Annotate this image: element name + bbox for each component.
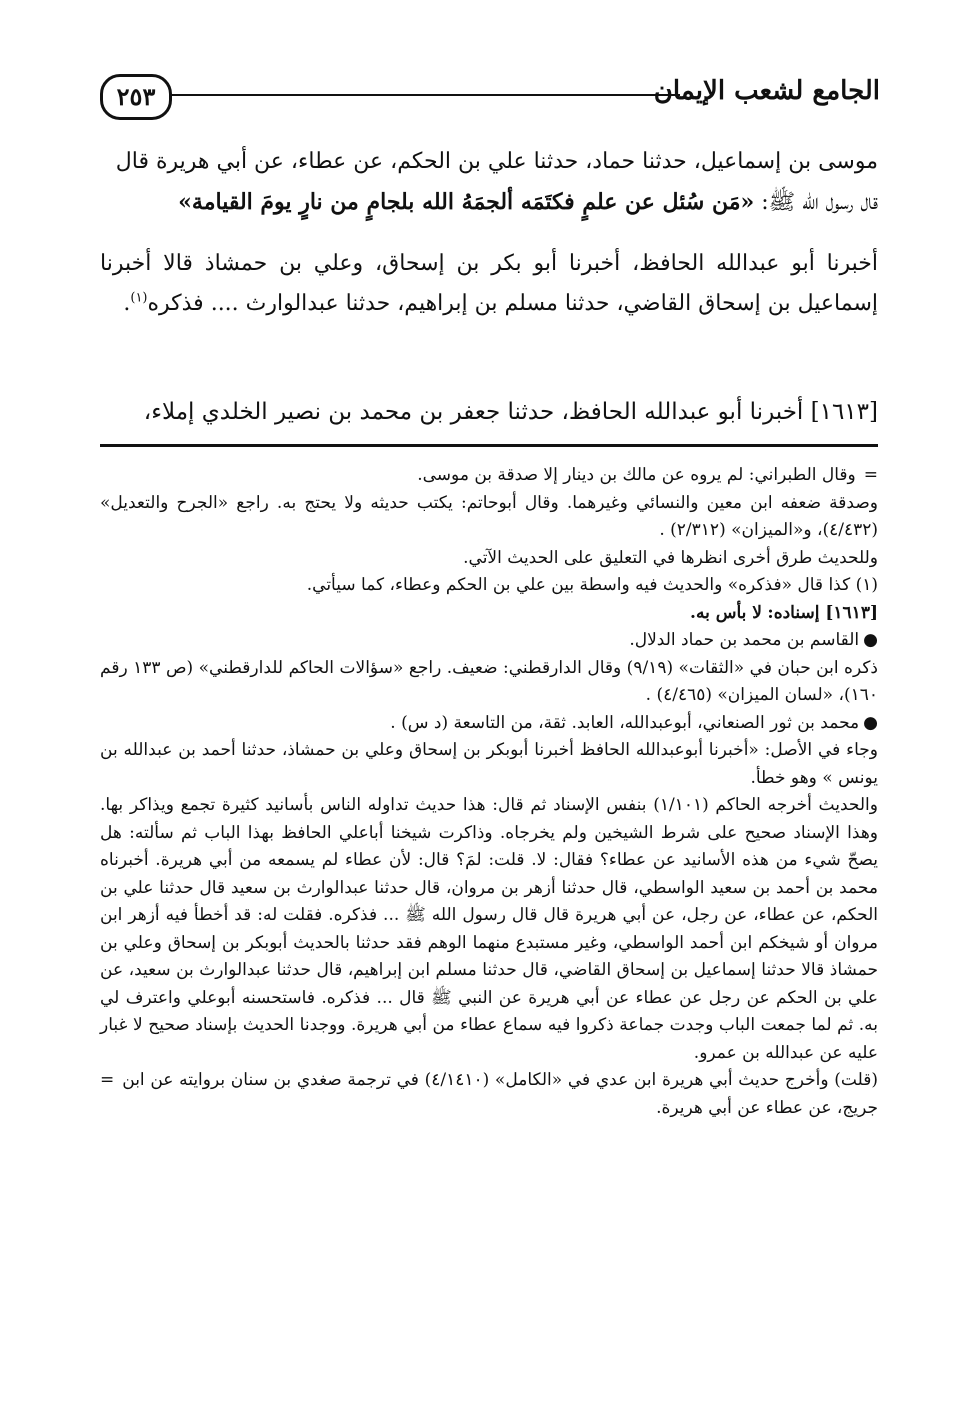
- note-line: وجاء في الأصل: «أخبرنا أبوعبدالله الحافظ أخبرنا أبوبكر بن إسحاق وعلي بن حمشاذ، حدثنا أحمد بن عبدالله بن يونس » وهو خطأ.: [100, 740, 878, 788]
- narrator-entry: ●القاسم بن محمد بن حماد الدلال.: [629, 630, 878, 650]
- isnad-label: [١٦١٣] إسناده:: [767, 602, 878, 623]
- running-header: [100, 66, 880, 126]
- footnote-1: (١) كذا قال «فذكره» والحديث فيه واسطة بين علي بن الحكم وعطاء، كما سيأتي.: [306, 575, 878, 595]
- note-line: ذكره ابن حبان في «الثقات» (٩/١٩) وقال الدارقطني: ضعيف. راجع «سؤالات الحاكم للدارقطني» (ص ١٣٣ رقم ١٦٠)، «لسان الميزان» (٤/٤٦٥) .: [100, 657, 878, 705]
- note-line: = (قلت) وأخرج حديث أبي هريرة ابن عدي في «الكامل» (٤/١٤١٠) في ترجمة صغدي بن سنان بروايته عن ابن جريج، عن عطاء عن أبي هريرة.: [100, 1067, 878, 1122]
- hadith-text: «مَن سُئل عن علمٍ فكتَمَه ألجمَهُ الله بلجامٍ من نارٍ يومَ القيامة»: [178, 189, 755, 215]
- main-paragraph-1: [100, 142, 878, 223]
- footnote-ref: (١): [130, 290, 148, 306]
- footnotes-divider: [100, 444, 878, 447]
- main-paragraph-2: [100, 244, 878, 324]
- p1-line2-prefix: قال رسول الله ﷺ:: [761, 190, 878, 215]
- isnad-note: [100, 600, 878, 628]
- note-line: = وقال الطبراني: لم يروه عن مالك بن دينار إلا صدقة بن موسى.: [100, 462, 878, 490]
- note-line: والحديث أخرجه الحاكم (١/١٠١) بنفس الإسناد ثم قال: هذا حديث تداوله الناس بأسانيد كثيرة تجمع ويذاكر بها. وهذا الإسناد صحيح على شرط الشيخين ولم يخرجاه. وذاكرت شيخنا أباعلي الحافظ بهذا الباب ثم سألته: هل يصحّ شيء من هذه الأسانيد عن عطاء؟ فقال: لا. قلت: لمَ؟ قال: لأن عطاء لم يسمعه من أبي هريرة. أخبرناه محمد بن أحمد بن سعيد الواسطي، قال حدثنا أزهر بن مروان، قال حدثنا عبدالوارث بن سعيد قال حدثنا علي بن الحكم، عن عطاء، عن رجل، عن أبي هريرة قال قال رسول الله ﷺ ... فذكره. فقلت له: قد أخطأ فيه أزهر ابن مروان أو شيخكم ابن أحمد الواسطي، وغير مستبدع منهما الوهم فقد حدثنا بالحديث أبوبكر بن إسحاق وعلي بن حمشاذ قالا حدثنا إسماعيل بن إسحاق القاضي، قال حدثنا مسلم ابن إبراهيم، قال حدثنا عبدالوارث بن سعيد، عن علي بن الحكم عن رجل عن عطاء عن أبي هريرة عن النبي ﷺ قال ... فذكره. فاستحسنه أبوعلي واعترف لي به. ثم لما جمعت الباب وجدت جماعة ذكروا فيه سماع عطاء من أبي هريرة. ووجدنا الحديث بإسناد صحيح لا غبار عليه عن عبدالله بن عمرو.: [100, 795, 878, 1063]
- continuation-mark: =: [100, 1070, 115, 1090]
- p2-text: أخبرنا أبو عبدالله الحافظ، أخبرنا أبو بكر بن إسحاق، وعلي بن حمشاذ قالا أخبرنا إسماعيل بن إسحاق القاضي، حدثنا مسلم بن إبراهيم، حدثنا عبدالوارث .... فذكره: [100, 251, 878, 316]
- page-number: ٢٥٣: [100, 74, 172, 120]
- narrator-entry: ●محمد بن ثور الصنعاني، أبوعبدالله، العابد. ثقة، من التاسعة (د س) .: [390, 712, 878, 733]
- hadith-1613-opening: [١٦١٣] أخبرنا أبو عبدالله الحافظ، حدثنا جعفر بن محمد بن نصير الخلدي إملاء،: [143, 399, 878, 425]
- book-title: الجامع لشعب الإيمان: [653, 76, 880, 106]
- p2-end: .: [123, 291, 131, 316]
- footnotes: [100, 462, 878, 1122]
- p1-line1: موسى بن إسماعيل، حدثنا حماد، حدثنا علي بن الحكم، عن عطاء، عن أبي هريرة قال: [115, 149, 878, 174]
- bullet-icon: ●: [863, 712, 878, 733]
- note-line: وصدقة ضعفه ابن معين والنسائي وغيرهما. وقال أبوحاتم: يكتب حديثه ولا يحتج به. راجع «الجرح والتعديل» (٤/٤٣٢)، و«الميزان» (٢/٣١٢) .: [100, 492, 878, 540]
- bullet-icon: ●: [863, 630, 878, 650]
- header-rule: [172, 94, 680, 96]
- note-line: وللحديث طرق أخرى انظرها في التعليق على الحديث الآتي.: [463, 547, 878, 568]
- isnad-verdict: لا بأس به.: [690, 602, 763, 623]
- continuation-mark: =: [863, 465, 878, 485]
